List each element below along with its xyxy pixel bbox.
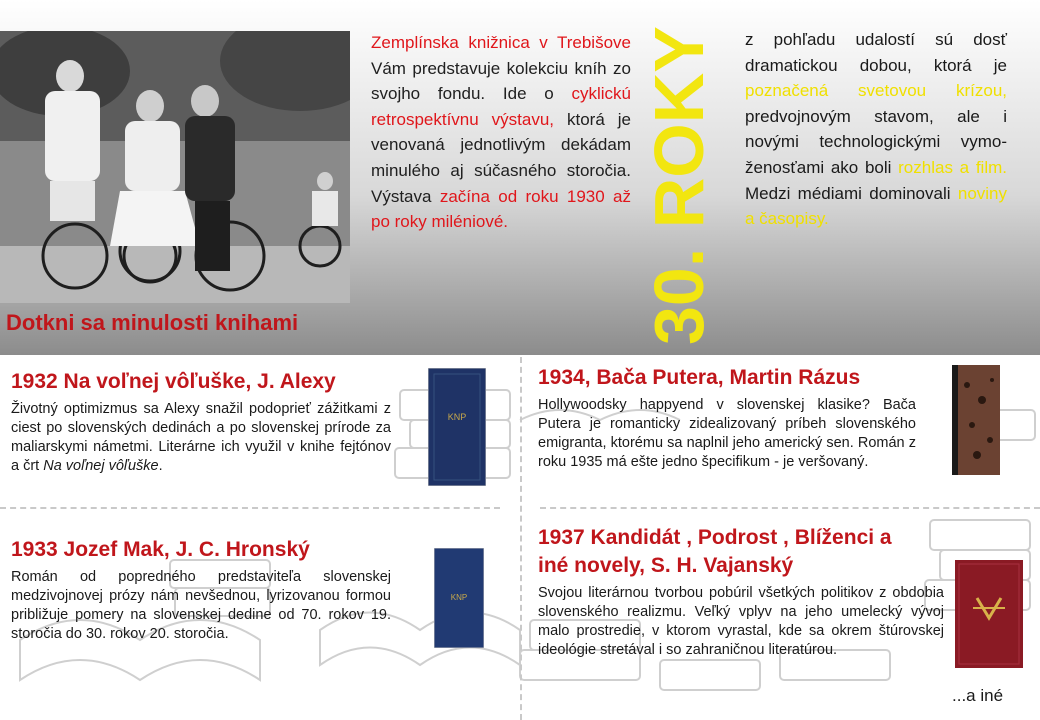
more-books-note: ...a iné [952, 686, 1004, 705]
entry-1932-end: . [158, 458, 163, 474]
entry-1934-title: 1934, Bača Putera, Martin Rázus [538, 366, 861, 389]
entry-1934 [538, 364, 916, 472]
historical-photo-cyclists [0, 31, 350, 303]
entry-1932-body: Životný optimizmus sa Alexy snažil podoprieť zážitkami z ciest po slovenských dedinách a po slovenskej prírode za maliarskymi námetmi. Literárne ich využil v knihe fejtónov a črt [11, 401, 391, 474]
decade-description [745, 27, 1007, 232]
entry-1933 [11, 536, 391, 644]
intro-text-2: ktorá je venovaná jednotlivým dekádam minulého aj súčasného storočia. Výstava [371, 109, 631, 206]
entry-1937-title-line2: iné novely, S. H. Vajanský [538, 554, 794, 577]
big-title [623, 0, 723, 350]
entry-1937-title-line1: 1937 Kandidát , Podrost , Blíženci a [538, 526, 892, 549]
right-text-1: z pohľadu udalostí sú dosť dramatickou dobou, ktorá je [745, 30, 1007, 75]
right-highlight-crisis: poznačená svetovou krízou, [745, 81, 1007, 101]
intro-text-1: Vám predstavuje kolekciu kníh zo svojho fondu. Ide o [371, 58, 631, 104]
big-title-text: 30. ROKY [640, 26, 718, 345]
horizontal-divider-right [540, 507, 1040, 509]
entry-1932 [11, 368, 391, 476]
book-cover-1932-emblem: KNP [447, 412, 467, 422]
right-highlight-radio-film: rozhlas a film. [898, 157, 1007, 177]
book-cover-1933-emblem: KNP [450, 593, 468, 602]
entry-1937-text: Svojou literárnou tvorbou pobúril všetkých politikov z obdobia slovenského realizmu. Veľký vplyv na jeho umelecký vývoj malo prostredie, v ktorom vyrastal, kde sa okrem štúrovskej ideológie stretával i so zahraničnou literatúrou. [538, 585, 944, 658]
book-cover-1932 [428, 368, 486, 486]
book-cover-1937 [955, 560, 1023, 668]
intro-library-name: Zemplínska knižnica v Trebišove [371, 33, 631, 52]
tagline: Dotkni sa minulosti knihami [6, 310, 299, 335]
entry-1932-text [11, 400, 391, 476]
entry-1937-title [538, 524, 944, 580]
entry-1933-text: Román od popredného predstaviteľa slovenskej medzivojnovej prózy nám nevšednou, lyrizovanou formou približuje pomery na slovenskej dedine od 70. rokov 19. storočia do 30. rokov 20. storočia. [11, 569, 391, 642]
horizontal-divider-left [0, 507, 500, 509]
vertical-divider [520, 357, 522, 720]
intro-highlight-exhibition: cyklickú retrospektívnu výstavu, [371, 84, 631, 129]
right-highlight-newspapers: noviny a časopisy. [745, 183, 1007, 229]
right-text-2: predvojnovým stavom, ale i novými technologickými vymo-ženosťami ako boli [745, 106, 1007, 177]
intro-highlight-years: začína od roku 1930 až po roky miléniové. [371, 186, 631, 232]
entry-1934-text: Hollywoodsky happyend v slovenskej klasike? Bača Putera je romanticky zidealizovaný príbeh slovenského emigranta, ktorému sa naplnil jeho americký sen. Román z roku 1935 má ešte jedno špecifikum - je veršovaný. [538, 397, 916, 470]
entry-1933-title: 1933 Jozef Mak, J. C. Hronský [11, 538, 310, 561]
entry-1932-title: 1932 Na voľnej vôľuške, J. Alexy [11, 370, 336, 393]
intro-paragraph [371, 30, 631, 235]
entry-1932-italic-title: Na voľnej vôľuške [43, 458, 159, 474]
book-cover-1934 [952, 365, 1000, 475]
right-text-3: Medzi médiami dominovali [745, 183, 958, 203]
book-cover-1933 [434, 548, 484, 648]
entry-1937 [538, 524, 944, 660]
